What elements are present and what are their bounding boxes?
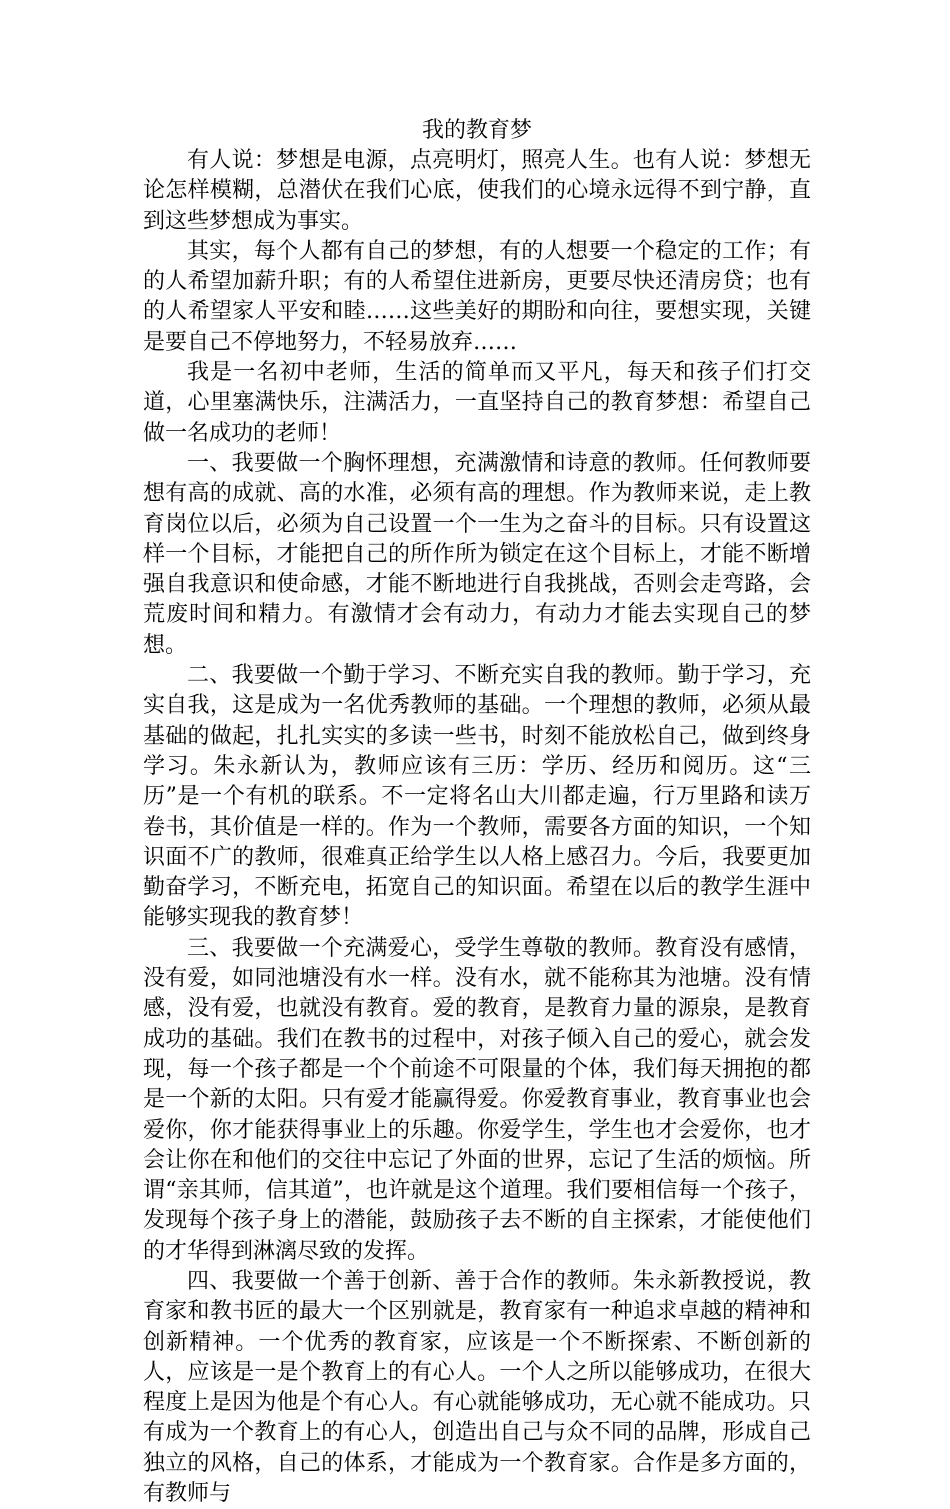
- document-body: [143, 116, 811, 1509]
- paragraph-7: 四、我要做一个善于创新、善于合作的教师。朱永新教授说，教育家和教书匠的最大一个区别就是，教育家有一种追求卓越的精神和创新精神。一个优秀的教育家，应该是一个不断探索、不断创新的人，应该是一是个教育上的有心人。一个人之所以能够成功，在很大程度上是因为他是个有心人。有心就能够成功，无心就不能成功。只有成为一个教育上的有心人，创造出自己与众不同的品牌，形成自己独立的风格，自己的体系，才能成为一个教育家。合作是多方面的，有教师与: [143, 1268, 811, 1507]
- paragraph-1: 有人说：梦想是电源，点亮明灯，照亮人生。也有人说：梦想无论怎样模糊，总潜伏在我们心底，使我们的心境永远得不到宁静，直到这些梦想成为事实。: [143, 148, 811, 234]
- paragraph-3: 我是一名初中老师，生活的简单而又平凡，每天和孩子们打交道，心里塞满快乐，注满活力，一直坚持自己的教育梦想：希望自己做一名成功的老师！: [143, 360, 811, 446]
- paragraph-5: 二、我要做一个勤于学习、不断充实自我的教师。勤于学习，充实自我，这是成为一名优秀教师的基础。一个理想的教师，必须从最基础的做起，扎扎实实的多读一些书，时刻不能放松自己，做到终身学习。朱永新认为，教师应该有三历：学历、经历和阅历。这“三历”是一个有机的联系。不一定将名山大川都走遍，行万里路和读万卷书，其价值是一样的。作为一个教师，需要各方面的知识，一个知识面不广的教师，很难真正给学生以人格上感召力。今后，我要更加勤奋学习，不断充电，拓宽自己的知识面。希望在以后的教学生涯中能够实现我的教育梦！: [143, 663, 811, 931]
- document-title: 我的教育梦: [421, 118, 532, 143]
- paragraph-2: 其实，每个人都有自己的梦想，有的人想要一个稳定的工作；有的人希望加薪升职；有的人希望住进新房，更要尽快还清房贷；也有的人希望家人平安和睦……这些美好的期盼和向往，要想实现，关键是要自己不停地努力，不轻易放弃……: [143, 238, 811, 355]
- paragraph-6: 三、我要做一个充满爱心，受学生尊敬的教师。教育没有感情，没有爱，如同池塘没有水一样。没有水，就不能称其为池塘。没有情感，没有爱，也就没有教育。爱的教育，是教育力量的源泉，是教育成功的基础。我们在教书的过程中，对孩子倾入自己的爱心，就会发现，每一个孩子都是一个个前途不可限量的个体，我们每天拥抱的都是一个新的太阳。只有爱才能赢得爱。你爱教育事业，教育事业也会爱你，你才能获得事业上的乐趣。你爱学生，学生也才会爱你，也才会让你在和他们的交往中忘记了外面的世界，忘记了生活的烦恼。所谓“亲其师，信其道”，也许就是这个道理。我们要相信每一个孩子，发现每个孩子身上的潜能，鼓励孩子去不断的自主探索，才能使他们的才华得到淋漓尽致的发挥。: [143, 935, 811, 1264]
- paragraph-4: 一、我要做一个胸怀理想，充满激情和诗意的教师。任何教师要想有高的成就、高的水准，必须有高的理想。作为教师来说，走上教育岗位以后，必须为自己设置一个一生为之奋斗的目标。只有设置这样一个目标，才能把自己的所作所为锁定在这个目标上，才能不断增强自我意识和使命感，才能不断地进行自我挑战，否则会走弯路，会荒废时间和精力。有激情才会有动力，有动力才能去实现自己的梦想。: [143, 450, 811, 658]
